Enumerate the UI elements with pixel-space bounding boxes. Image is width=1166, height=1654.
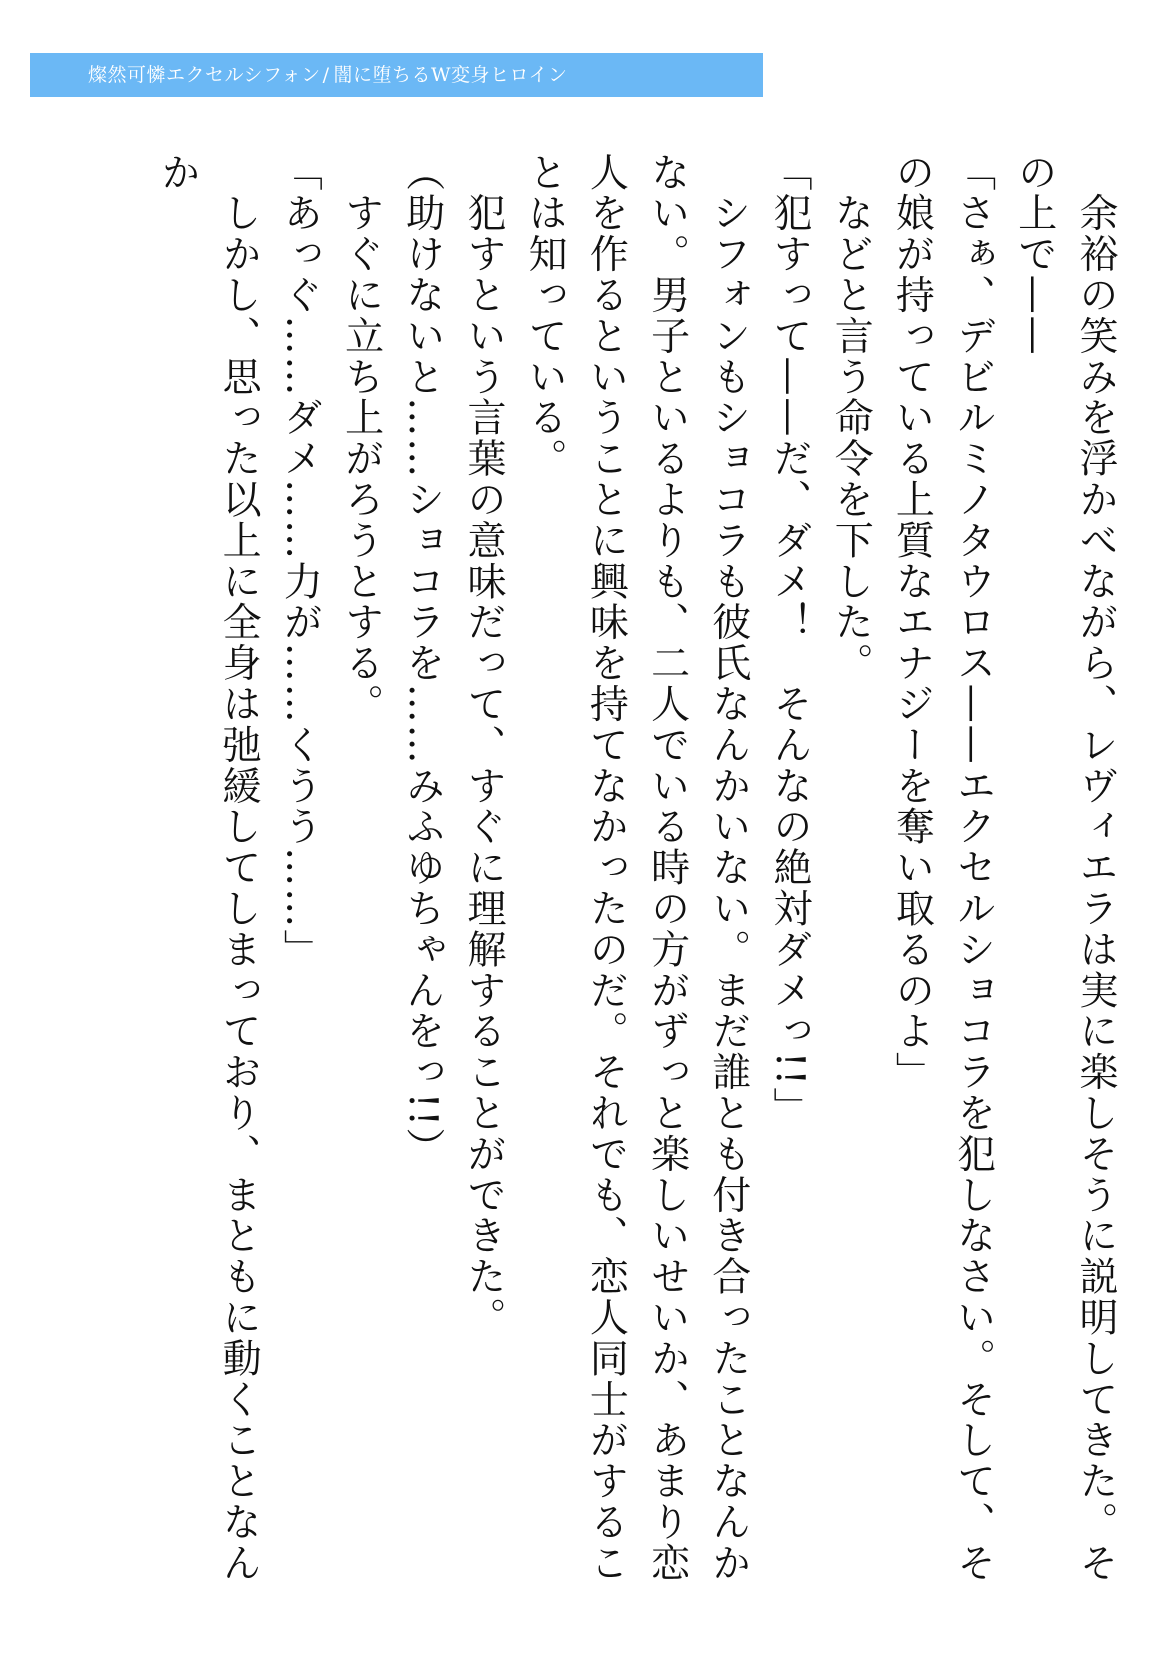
paragraph: 「犯すって——だ、ダメ！ そんなの絶対ダメっ!!」 — [766, 152, 812, 1128]
paragraph: 「さぁ、デビルミノタウロス——エクセルショコラを犯しなさい。そして、その娘が持っている上質なエナジーを奪い取るのよ」 — [889, 152, 996, 1584]
paragraph: すぐに立ち上がろうとする。 — [338, 152, 384, 725]
book-title: 燦然可憐エクセルシフォン — [88, 64, 321, 86]
paragraph: 犯すという言葉の意味だって、すぐに理解することができた。 — [460, 152, 506, 1339]
paragraph: しかし、思った以上に全身は弛緩してしまっており、まともに動くことなんか — [154, 152, 262, 1584]
paragraph: 「あっぐ……ダメ……力が……くうう……」 — [277, 152, 323, 970]
paragraph: 余裕の笑みを浮かべながら、レヴィエラは実に楽しそうに説明してきた。その上で—— — [1011, 152, 1118, 1584]
paragraph: （助けないと……ショコラを……みふゆちゃんをっ!!） — [399, 152, 445, 1169]
header-separator: / — [322, 64, 330, 86]
vertical-body-text — [96, 152, 1126, 1592]
paragraph: シフォンもショコラも彼氏なんかいない。まだ誰とも付き合ったことなんかない。男子といるよりも、二人でいる時の方がずっと楽しいせいか、あまり恋人を作るということに興味を持てなかったのだ。それでも、恋人同士がすることは知っている。 — [522, 152, 751, 1584]
paragraph: などと言う命令を下した。 — [828, 152, 874, 684]
running-header — [88, 60, 567, 90]
chapter-subtitle: 闇に堕ちるW変身ヒロイン — [333, 64, 568, 86]
